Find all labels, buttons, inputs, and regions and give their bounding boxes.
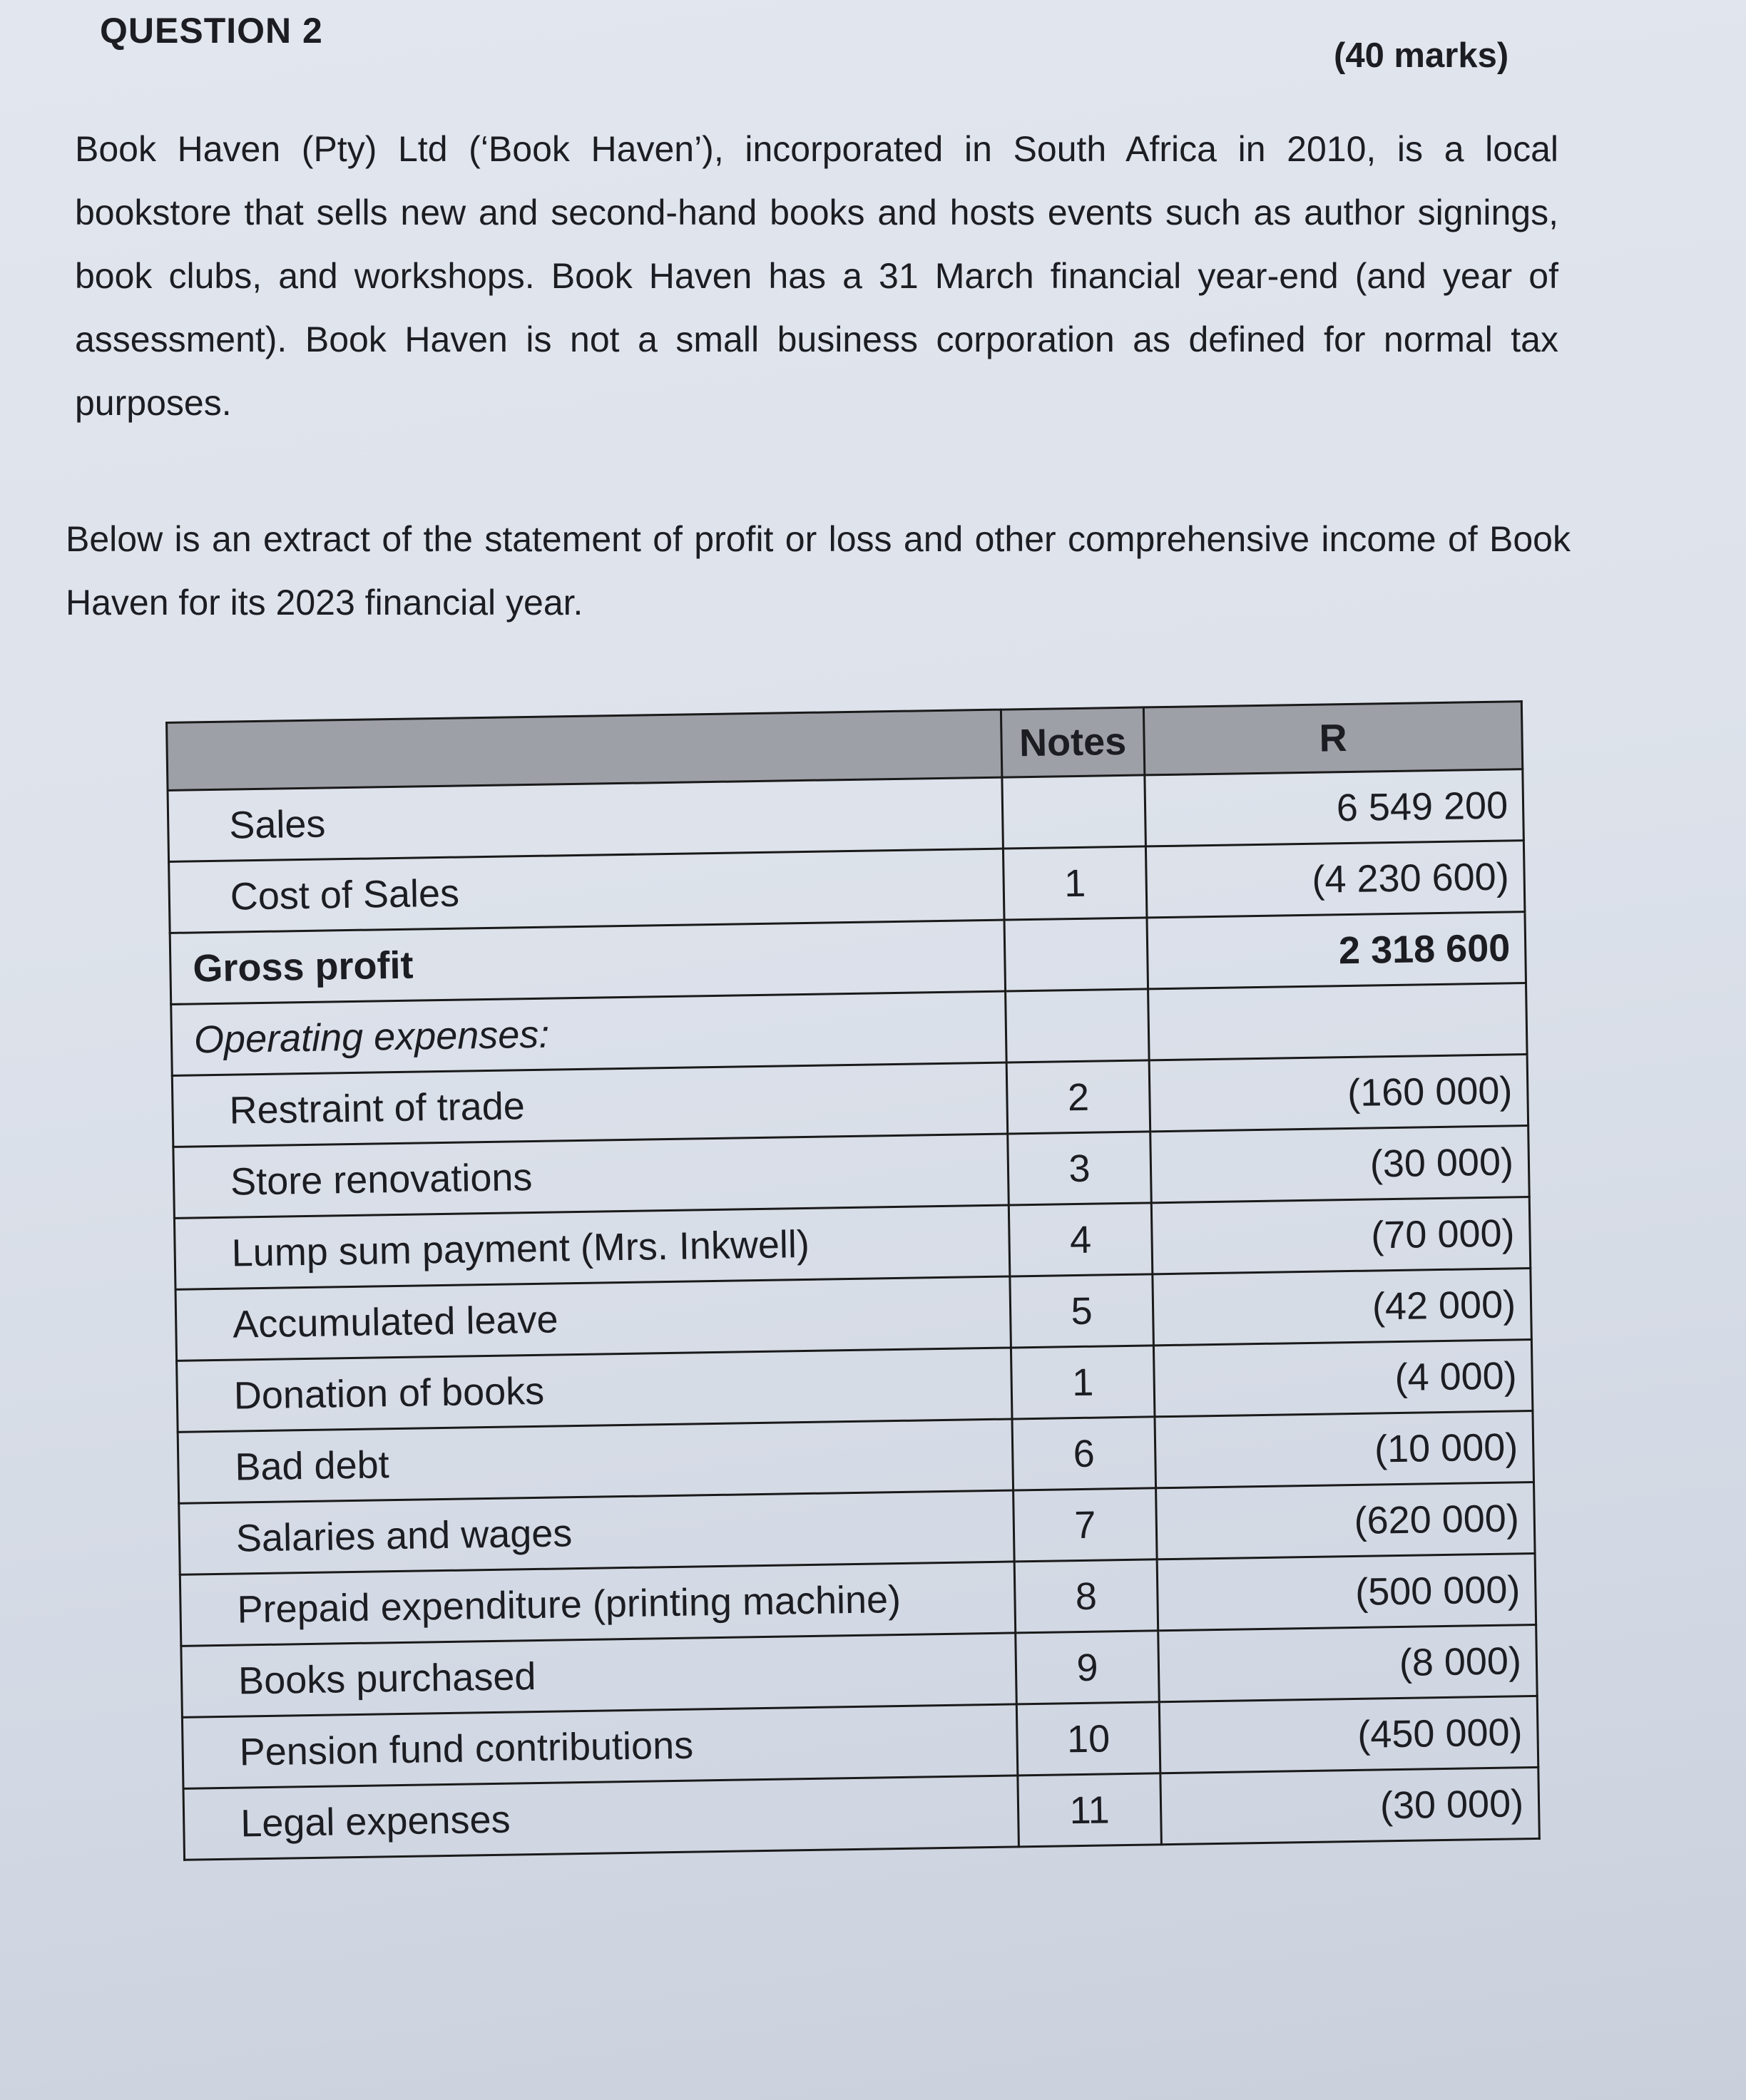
row-label: Books purchased [181,1633,1016,1717]
row-note: 6 [1012,1417,1156,1490]
row-amount: (620 000) [1156,1482,1536,1559]
row-label: Operating expenses: [171,991,1006,1075]
row-label: Cost of Sales [169,849,1004,933]
row-note: 10 [1016,1702,1160,1776]
row-label: Restraint of trade [172,1062,1007,1147]
statement-table [165,700,1541,1861]
row-note: 7 [1014,1488,1158,1562]
row-label: Gross profit [170,920,1005,1004]
row-note: 11 [1018,1773,1162,1847]
row-label: Bad debt [178,1419,1013,1503]
row-label: Prepaid expenditure (printing machine) [180,1562,1015,1646]
question-title: QUESTION 2 [100,11,323,51]
intro-paragraph: Book Haven (Pty) Ltd (‘Book Haven’), incorporated in South Africa in 2010, is a local bookstore that sells new and second-hand books and hosts events such as author signings, book clubs, and workshops. Book Haven has a 31 March financial year-end (and year of assessment). Book Haven is not a small business corporation as defined for normal tax purposes. [75,129,1558,423]
notes-header: Notes [1001,707,1144,777]
row-amount: (30 000) [1150,1126,1530,1203]
row-label: Lump sum payment (Mrs. Inkwell) [174,1205,1009,1289]
row-label: Salaries and wages [179,1490,1014,1574]
row-label: Accumulated leave [175,1276,1011,1361]
row-label: Pension fund contributions [182,1704,1017,1788]
row-note: 1 [1011,1346,1155,1419]
row-amount: (4 000) [1153,1340,1533,1417]
profit-loss-statement [165,700,1538,1861]
row-label: Sales [168,777,1003,861]
row-label: Legal expenses [183,1776,1018,1860]
row-amount: (10 000) [1155,1411,1534,1488]
extract-paragraph: Below is an extract of the statement of profit or loss and other comprehensive income of Book Haven for its 2023 financial year. [66,519,1571,623]
row-amount: (42 000) [1153,1269,1532,1346]
description-header [167,710,1002,790]
row-note: 5 [1010,1274,1154,1348]
row-amount: (500 000) [1157,1553,1536,1630]
row-note: 3 [1008,1132,1152,1205]
row-note: 1 [1003,846,1147,920]
row-amount: 6 549 200 [1145,769,1524,846]
row-note [1002,775,1146,849]
row-amount: (450 000) [1159,1696,1538,1773]
row-note [1006,989,1150,1062]
row-amount: 2 318 600 [1147,912,1526,989]
marks-label: (40 marks) [1334,36,1509,75]
row-amount: (70 000) [1151,1197,1531,1274]
row-amount: (8 000) [1158,1624,1538,1701]
row-amount: (160 000) [1149,1055,1528,1132]
row-note: 2 [1006,1060,1150,1134]
row-note: 4 [1009,1203,1153,1276]
row-amount: (30 000) [1160,1767,1540,1844]
row-note [1004,918,1148,991]
row-amount: (4 230 600) [1145,841,1525,918]
row-note: 9 [1016,1631,1160,1704]
row-label: Donation of books [177,1348,1012,1432]
row-amount [1148,983,1528,1060]
row-label: Store renovations [173,1134,1009,1218]
row-note: 8 [1014,1559,1158,1633]
amount-header: R [1143,702,1522,775]
